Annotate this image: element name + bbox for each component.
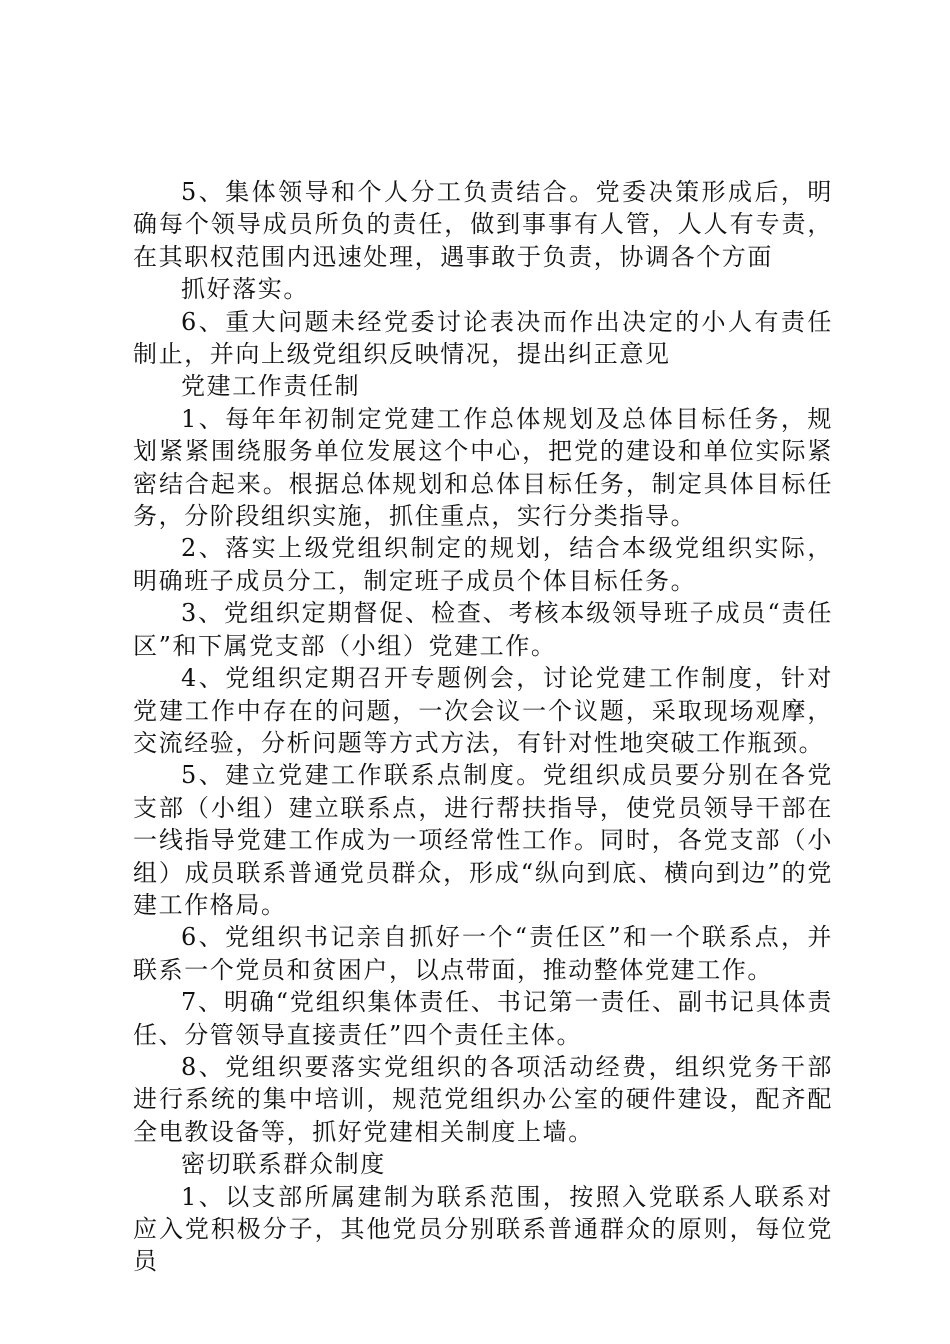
paragraph: 3、党组织定期督促、检查、考核本级领导班子成员“责任区”和下属党支部（小组）党建工作。 <box>133 599 833 660</box>
paragraph: 5、建立党建工作联系点制度。党组织成员要分别在各党支部（小组）建立联系点，进行帮扶指导，使党员领导干部在一线指导党建工作成为一项经常性工作。同时，各党支部（小组）成员联系普通党员群众，形成“纵向到底、横向到边”的党建工作格局。 <box>133 761 833 919</box>
paragraph: 抓好落实。 <box>181 275 309 304</box>
paragraph: 8、党组织要落实党组织的各项活动经费，组织党务干部进行系统的集中培训，规范党组织办公室的硬件建设，配齐配全电教设备等，抓好党建相关制度上墙。 <box>133 1052 833 1146</box>
paragraph: 5、集体领导和个人分工负责结合。党委决策形成后，明确每个领导成员所负的责任，做到事事有人管，人人有专责，在其职权范围内迅速处理，遇事敢于负责，协调各个方面 <box>133 178 833 271</box>
paragraph: 6、党组织书记亲自抓好一个“责任区”和一个联系点，并联系一个党员和贫困户，以点带面，推动整体党建工作。 <box>133 923 833 984</box>
paragraph: 1、每年年初制定党建工作总体规划及总体目标任务，规划紧紧围绕服务单位发展这个中心，把党的建设和单位实际紧密结合起来。根据总体规划和总体目标任务，制定具体目标任务，分阶段组织实施，抓住重点，实行分类指导。 <box>133 404 833 531</box>
paragraph: 1、以支部所属建制为联系范围，按照入党联系人联系对应入党积极分子，其他党员分别联系普通群众的原则，每位党员 <box>133 1182 833 1276</box>
document-body <box>133 176 833 1278</box>
paragraph: 7、明确“党组织集体责任、书记第一责任、副书记具体责任、分管领导直接责任”四个责任主体。 <box>133 988 833 1049</box>
paragraph: 4、党组织定期召开专题例会，讨论党建工作制度，针对党建工作中存在的问题，一次会议一个议题，采取现场观摩，交流经验，分析问题等方式方法，有针对性地突破工作瓶颈。 <box>133 664 833 757</box>
paragraph: 2、落实上级党组织制定的规划，结合本级党组织实际，明确班子成员分工，制定班子成员个体目标任务。 <box>133 534 833 595</box>
section-heading: 党建工作责任制 <box>181 372 361 401</box>
section-heading: 密切联系群众制度 <box>181 1150 386 1179</box>
paragraph: 6、重大问题未经党委讨论表决而作出决定的小人有责任制止，并向上级党组织反映情况，提出纠正意见 <box>133 307 833 369</box>
